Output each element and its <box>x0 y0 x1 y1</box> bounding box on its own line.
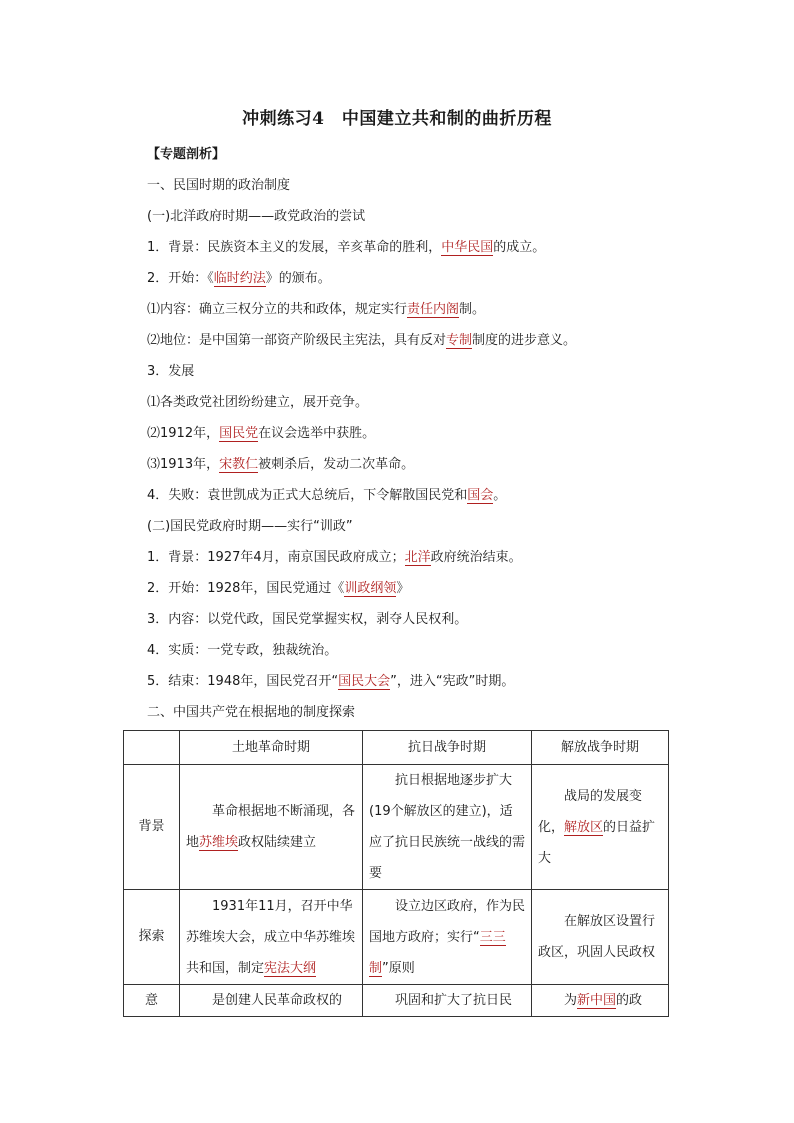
table-cell: 巩固和扩大了抗日民 <box>363 985 532 1017</box>
paragraph-kmt-end: 5．结束：1948年，国民党召开“国民大会”，进入“宪政”时期。 <box>147 674 515 689</box>
page-title: 冲刺练习4 中国建立共和制的曲折历程 <box>242 109 552 129</box>
answer-blank: 临时约法 <box>213 271 266 286</box>
paragraph-start: 2．开始：《临时约法》的颁布。 <box>147 271 331 286</box>
answer-blank: 责任内阁 <box>407 302 460 317</box>
answer-blank: 专制 <box>446 333 473 348</box>
paragraph-development: 3．发展 <box>147 364 195 379</box>
table-header-cell: 解放战争时期 <box>532 731 669 765</box>
table-row <box>124 985 669 1017</box>
table-cell: 是创建人民革命政权的 <box>180 985 363 1017</box>
paragraph-kmt-background: 1．背景：1927年4月，南京国民政府成立；北洋政府统治结束。 <box>147 550 522 565</box>
subheading-beiyang: (一)北洋政府时期——政党政治的尝试 <box>147 209 366 224</box>
row-label: 意 <box>124 985 180 1017</box>
table-header-cell: 土地革命时期 <box>180 731 363 765</box>
subheading-kmt: (二)国民党政府时期——实行“训政” <box>147 519 353 534</box>
answer-blank: 北洋 <box>404 550 431 565</box>
answer-blank: 国会 <box>467 488 494 503</box>
answer-blank: 中华民国 <box>441 240 494 255</box>
comparison-table <box>123 730 669 1017</box>
row-label: 探索 <box>124 890 180 985</box>
row-label: 背景 <box>124 765 180 890</box>
table-cell: 为新中国的政 <box>532 985 669 1017</box>
table-header-cell <box>124 731 180 765</box>
table-cell: 在解放区设置行政区，巩固人民政权 <box>532 890 669 985</box>
table-cell: 1931年11月，召开中华苏维埃大会，成立中华苏维埃共和国，制定宪法大纲 <box>180 890 363 985</box>
heading-part1: 一、民国时期的政治制度 <box>147 178 291 193</box>
answer-blank: 训政纲领 <box>344 581 397 596</box>
paragraph-1913: ⑶1913年，宋教仁被刺杀后，发动二次革命。 <box>147 457 415 472</box>
answer-blank: 新中国 <box>577 993 617 1008</box>
paragraph-kmt-essence: 4．实质：一党专政，独裁统治。 <box>147 643 338 658</box>
answer-blank: 苏维埃 <box>199 835 239 850</box>
table-row <box>124 765 669 890</box>
table-row <box>124 890 669 985</box>
paragraph-failure: 4．失败：袁世凯成为正式大总统后，下令解散国民党和国会。 <box>147 488 507 503</box>
table-cell: 革命根据地不断涌现，各地苏维埃政权陆续建立 <box>180 765 363 890</box>
answer-blank: 宪法大纲 <box>264 960 317 976</box>
paragraph-parties: ⑴各类政党社团纷纷建立，展开竞争。 <box>147 395 369 410</box>
answer-blank: 国民党 <box>219 426 259 441</box>
paragraph-kmt-content: 3．内容：以党代政，国民党掌握实权，剥夺人民权利。 <box>147 612 468 627</box>
heading-part2: 二、中国共产党在根据地的制度探索 <box>147 705 356 720</box>
table-cell: 抗日根据地逐步扩大(19个解放区的建立)，适应了抗日民族统一战线的需要 <box>363 765 532 890</box>
paragraph-1912: ⑵1912年，国民党在议会选举中获胜。 <box>147 426 376 441</box>
table-header-row <box>124 731 669 765</box>
answer-blank: 宋教仁 <box>219 457 259 472</box>
paragraph-content: ⑴内容：确立三权分立的共和政体，规定实行责任内阁制。 <box>147 302 486 317</box>
section-tag: 【专题剖析】 <box>147 147 226 162</box>
answer-blank: 解放区 <box>564 819 604 835</box>
table-cell: 设立边区政府，作为民国地方政府；实行“三三制”原则 <box>363 890 532 985</box>
answer-blank: 国民大会 <box>338 674 391 689</box>
answer-blank: 三三制 <box>369 929 506 976</box>
paragraph-background: 1．背景：民族资本主义的发展，辛亥革命的胜利，中华民国的成立。 <box>147 240 546 255</box>
table-cell: 战局的发展变化，解放区的日益扩大 <box>532 765 669 890</box>
paragraph-status: ⑵地位：是中国第一部资产阶级民主宪法，具有反对专制制度的进步意义。 <box>147 333 577 348</box>
paragraph-kmt-start: 2．开始：1928年，国民党通过《训政纲领》 <box>147 581 410 596</box>
table-header-cell: 抗日战争时期 <box>363 731 532 765</box>
